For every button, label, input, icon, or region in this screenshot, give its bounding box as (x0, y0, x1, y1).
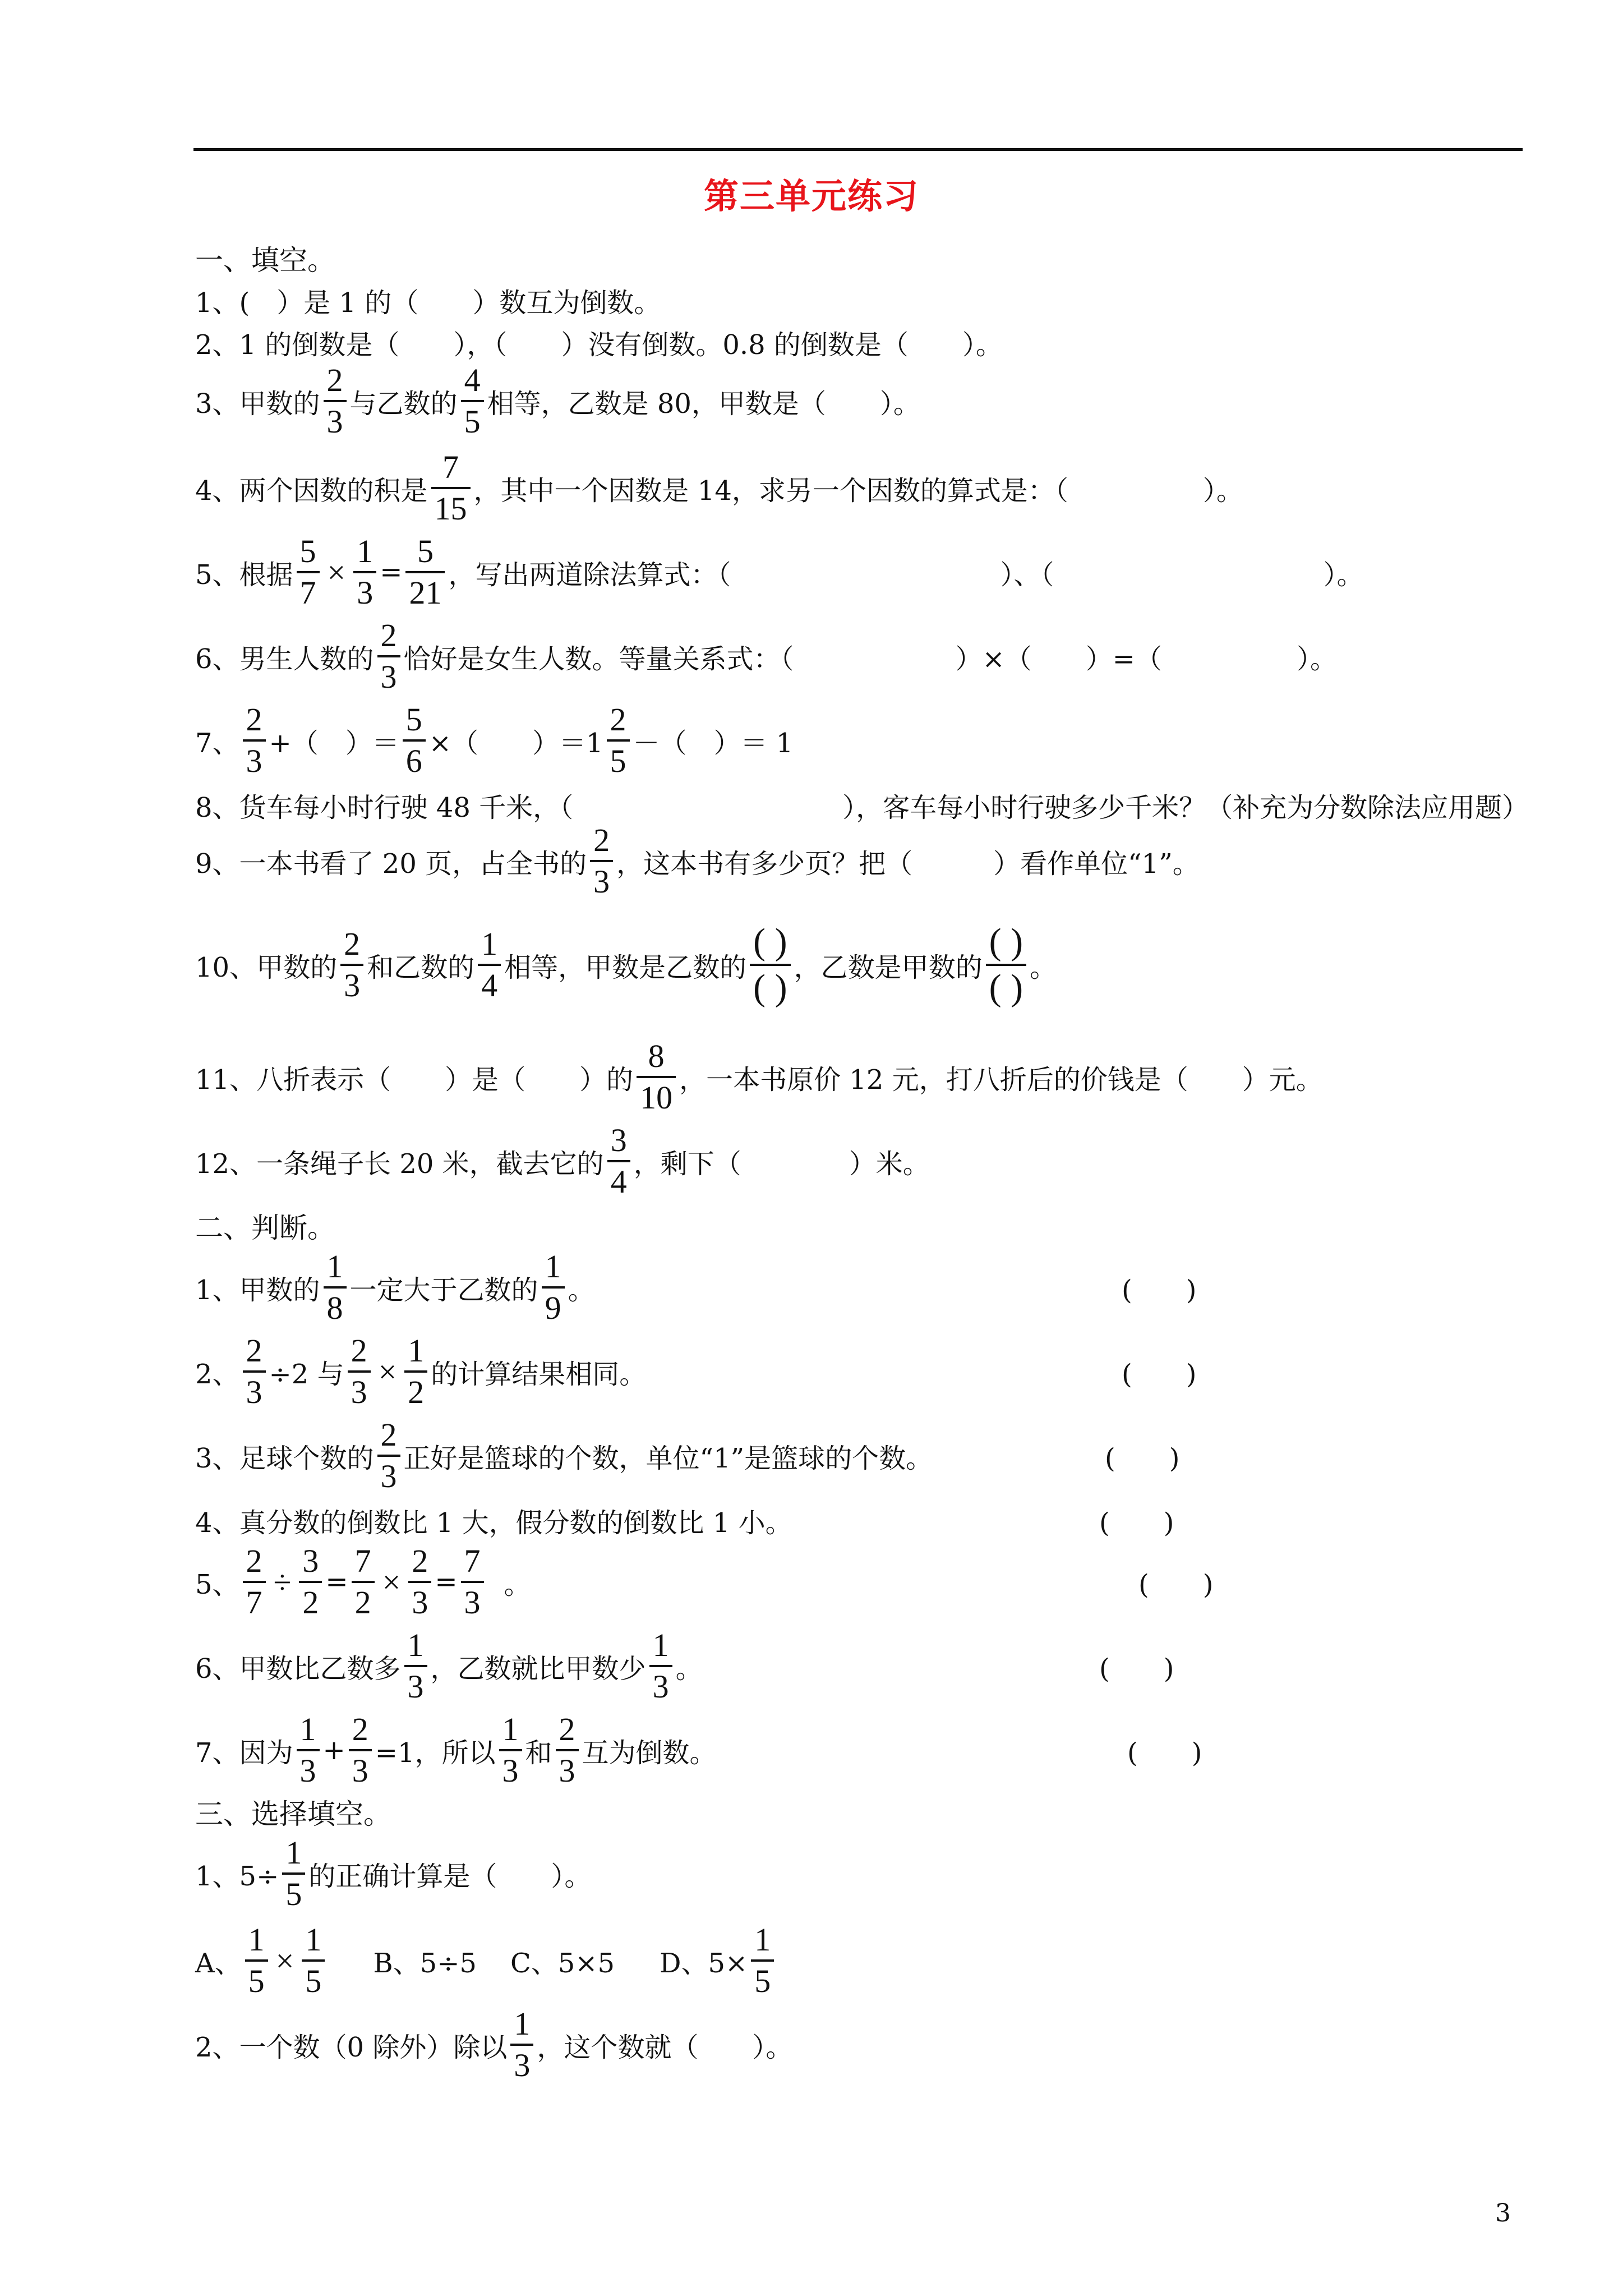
judge-j2 (195, 1329, 646, 1414)
text: －（ ）＝ 1 (633, 727, 794, 759)
times-sign: × (275, 1942, 294, 1979)
denominator: 3 (461, 1581, 484, 1619)
numerator: ( ) (989, 921, 1023, 962)
times-sign: × (378, 1353, 397, 1390)
numerator: 3 (610, 1122, 627, 1158)
fraction (324, 364, 347, 438)
denominator: 5 (245, 1959, 268, 1998)
text: 的正确计算是（ ）。 (308, 1860, 592, 1892)
numerator: 7 (464, 1543, 481, 1579)
answer-paren[interactable]: ( ) (1105, 1442, 1180, 1474)
fraction (282, 1834, 305, 1912)
fraction (590, 824, 613, 898)
numerator: ( ) (753, 921, 787, 962)
denominator: 3 (324, 400, 347, 438)
numerator: 2 (246, 1332, 262, 1369)
fraction (510, 2005, 533, 2083)
text: 6、甲数比乙数多 (195, 1653, 401, 1685)
denominator: 4 (478, 964, 501, 1002)
text: ，这个数就（ ）。 (537, 2031, 793, 2063)
denominator: 15 (431, 487, 471, 525)
text: 和 (525, 1737, 552, 1769)
text: 3、甲数的 (195, 388, 320, 420)
numerator: 2 (246, 701, 262, 738)
judge-j5 (195, 1540, 531, 1624)
text: ×（ ）＝1 (428, 727, 603, 759)
fraction (499, 1713, 522, 1787)
fraction (405, 535, 445, 609)
fraction (431, 451, 471, 525)
text: ，这本书有多少页？把（ ）看作单位“1”。 (616, 848, 1200, 880)
denominator: 2 (352, 1581, 375, 1619)
fraction (348, 1332, 371, 1410)
text: 10、甲数的 (195, 951, 338, 983)
fraction (324, 1250, 347, 1324)
numerator: 2 (593, 822, 610, 858)
denominator: 7 (297, 571, 320, 609)
fraction (542, 1250, 565, 1324)
denominator: 5 (302, 1959, 325, 1998)
numerator: 1 (481, 926, 498, 962)
text: 11、八折表示（ ）是（ ）的 (195, 1064, 634, 1096)
denominator: 5 (751, 1959, 774, 1998)
fill-q9 (195, 819, 1200, 903)
denominator: 8 (324, 1286, 347, 1324)
numerator: 1 (305, 1921, 322, 1958)
text: 一定大于乙数的 (349, 1274, 538, 1306)
denominator: 3 (499, 1749, 522, 1787)
numerator: 2 (351, 1332, 367, 1369)
plus-sign: + (322, 1734, 345, 1766)
text: 。 (1030, 951, 1057, 983)
fraction (404, 1629, 427, 1703)
text: 互为倒数。 (582, 1737, 717, 1769)
option-d-label: D、5× (660, 1947, 748, 1979)
denominator: 3 (510, 2044, 533, 2082)
numerator: 2 (380, 1416, 397, 1453)
denominator: 3 (353, 571, 376, 609)
denominator: 2 (404, 1370, 427, 1409)
fraction (637, 1040, 676, 1114)
numerator: 7 (354, 1543, 371, 1579)
text: 与乙数的 (349, 388, 458, 420)
text: ，其中一个因数是 14，求另一个因数的算式是：（ ）。 (473, 475, 1243, 507)
choice-options (195, 1918, 777, 2003)
fraction (461, 364, 484, 438)
numerator: 5 (299, 533, 316, 569)
numerator: 7 (442, 449, 459, 485)
numerator: 1 (248, 1921, 265, 1958)
denominator: 3 (556, 1749, 579, 1787)
denominator: 3 (348, 1370, 371, 1409)
fraction (404, 1332, 427, 1410)
numerator: 2 (610, 701, 626, 738)
numerator: 5 (417, 533, 434, 569)
fraction (297, 535, 320, 609)
denominator: 3 (404, 1665, 427, 1703)
text: 5、根据 (195, 559, 293, 591)
text: 。 (504, 1568, 531, 1600)
option-d[interactable] (660, 1921, 777, 1999)
fraction (556, 1713, 579, 1787)
fraction (243, 1545, 266, 1619)
fill-q6 (195, 614, 1337, 698)
fill-q8: 8、货车每小时行驶 48 千米，（ ），客车每小时行驶多少千米？（补充为分数除法应用题） (195, 792, 1529, 823)
text: 和乙数的 (367, 951, 475, 983)
text: ÷2 与 (269, 1358, 344, 1390)
numerator: 2 (344, 926, 361, 962)
numerator: 1 (357, 533, 374, 569)
answer-paren[interactable]: ( ) (1138, 1568, 1214, 1600)
denominator: 3 (243, 1370, 266, 1409)
text: 2、 (195, 1358, 239, 1390)
answer-paren[interactable]: ( ) (1122, 1358, 1197, 1390)
numerator: 4 (464, 362, 481, 398)
fraction (607, 1124, 630, 1198)
text: ，写出两道除法算式：（ ）、（ ）。 (448, 559, 1364, 591)
answer-paren[interactable]: ( ) (1122, 1274, 1197, 1306)
numerator: 2 (326, 362, 343, 398)
section-choice-heading: 三、选择填空。 (195, 1798, 391, 1830)
text: 12、一条绳子长 20 米，截去它的 (195, 1148, 604, 1180)
text: ，一本书原价 12 元，打八折后的价钱是（ ）元。 (679, 1064, 1323, 1096)
fraction (340, 928, 363, 1002)
fraction (461, 1545, 484, 1619)
equals-sign: = (435, 1566, 458, 1598)
fraction (243, 1332, 266, 1410)
denominator: 6 (403, 739, 426, 777)
judge-j6 (195, 1624, 703, 1708)
denominator: 3 (349, 1749, 372, 1787)
fraction (649, 1629, 672, 1703)
fraction (352, 1545, 375, 1619)
answer-paren[interactable]: ( ) (1127, 1737, 1202, 1769)
denominator: 5 (282, 1872, 305, 1911)
denominator: 3 (340, 964, 363, 1002)
fill-q2: 2、1 的倒数是（ ），（ ）没有倒数。0.8 的倒数是（ ）。 (195, 329, 1003, 361)
numerator: 1 (652, 1627, 669, 1663)
numerator: 1 (326, 1248, 343, 1285)
equals-sign: = (380, 556, 403, 588)
text: 正好是篮球的个数，单位“1”是篮球的个数。 (403, 1442, 933, 1474)
fill-q1: 1、( ）是 1 的（ ）数互为倒数。 (195, 287, 661, 319)
denominator: 7 (243, 1581, 266, 1619)
numerator: 1 (299, 1711, 316, 1747)
numerator: 1 (514, 2005, 531, 2042)
numerator: 2 (352, 1711, 368, 1747)
denominator: 5 (607, 739, 630, 777)
text: 7、因为 (195, 1737, 293, 1769)
numerator: 1 (285, 1834, 302, 1871)
text: 9、一本书看了 20 页，占全书的 (195, 848, 587, 880)
numerator: 3 (302, 1543, 319, 1579)
numerator: 2 (412, 1543, 428, 1579)
fill-q10 (195, 923, 1057, 1007)
option-c[interactable]: C、5×5 (510, 1947, 615, 1979)
fraction (299, 1545, 322, 1619)
denominator: 9 (542, 1286, 565, 1324)
text: 6、男生人数的 (195, 643, 374, 675)
top-rule (193, 148, 1523, 151)
numerator: 1 (502, 1711, 519, 1747)
denominator: 4 (607, 1160, 630, 1198)
section-fill-heading: 一、填空。 (195, 244, 335, 277)
text: 相等，乙数是 80，甲数是（ ）。 (487, 388, 920, 420)
option-a-label: A、 (195, 1947, 242, 1979)
text: 5、 (195, 1568, 239, 1600)
fill-q4 (195, 446, 1243, 530)
times-sign: × (327, 554, 346, 591)
text: ，剩下（ ）米。 (633, 1148, 930, 1180)
option-b[interactable]: B、5÷5 (373, 1947, 477, 1979)
text: +（ ）＝ (269, 727, 399, 759)
text: 恰好是女生人数。等量关系式：（ ）×（ ）=（ ）。 (403, 643, 1337, 675)
numerator: 2 (246, 1543, 262, 1579)
blank-fraction (986, 923, 1026, 1006)
denominator: 3 (649, 1665, 672, 1703)
denominator: 3 (590, 860, 613, 898)
fraction (478, 928, 501, 1002)
fraction (302, 1921, 325, 1999)
text: 的计算结果相同。 (431, 1358, 647, 1390)
text: 2、一个数（0 除外）除以 (195, 2031, 508, 2063)
option-a[interactable] (195, 1921, 328, 1999)
denominator: 21 (405, 571, 445, 609)
text: 7、 (195, 727, 239, 759)
denominator: 3 (297, 1749, 320, 1787)
page-title: 第三单元练习 (703, 176, 919, 217)
numerator: 1 (408, 1332, 425, 1369)
fraction (751, 1921, 774, 1999)
text: ，乙数就比甲数少 (430, 1653, 646, 1685)
choice-c1 (195, 1832, 591, 1916)
text: 。 (568, 1274, 595, 1306)
fill-q5 (195, 530, 1364, 614)
numerator: 2 (380, 617, 397, 654)
answer-paren[interactable]: ( ) (1099, 1653, 1174, 1685)
denominator: 10 (637, 1076, 676, 1114)
numerator: 5 (405, 701, 422, 738)
text: 。 (675, 1653, 703, 1685)
text: 4、两个因数的积是 (195, 475, 428, 507)
fraction (408, 1545, 431, 1619)
denominator: 5 (461, 400, 484, 438)
text: 3、足球个数的 (195, 1442, 374, 1474)
judge-j1 (195, 1245, 595, 1329)
denominator: ( ) (750, 964, 790, 1006)
denominator: 2 (299, 1581, 322, 1619)
answer-paren[interactable]: ( ) (1099, 1507, 1174, 1539)
numerator: 2 (559, 1711, 575, 1747)
numerator: 8 (648, 1038, 665, 1074)
text: 1、5÷ (195, 1860, 279, 1892)
denominator: 3 (408, 1581, 431, 1619)
equals-sign: = (325, 1566, 348, 1598)
judge-j4: 4、真分数的倒数比 1 大，假分数的倒数比 1 小。 (195, 1507, 792, 1539)
text: 相等，甲数是乙数的 (504, 951, 747, 983)
page-number: 3 (1495, 2199, 1511, 2228)
choice-c2 (195, 2003, 792, 2087)
fraction (377, 619, 400, 693)
fill-q3 (195, 359, 920, 443)
denominator: 3 (243, 739, 266, 777)
denominator: 3 (377, 655, 400, 693)
numerator: 1 (754, 1921, 771, 1958)
denominator: ( ) (986, 964, 1026, 1006)
fraction (245, 1921, 268, 1999)
divide-sign: ÷ (273, 1563, 292, 1600)
blank-fraction (750, 923, 790, 1006)
numerator: 1 (407, 1627, 424, 1663)
denominator: 3 (377, 1455, 400, 1493)
text: ，乙数是甲数的 (794, 951, 983, 983)
text: =1，所以 (375, 1737, 496, 1769)
text: 1、甲数的 (195, 1274, 320, 1306)
fraction (353, 535, 376, 609)
times-sign: × (382, 1563, 401, 1600)
numerator: 1 (545, 1248, 561, 1285)
fill-q11 (195, 1035, 1323, 1119)
section-judge-heading: 二、判断。 (195, 1212, 335, 1244)
